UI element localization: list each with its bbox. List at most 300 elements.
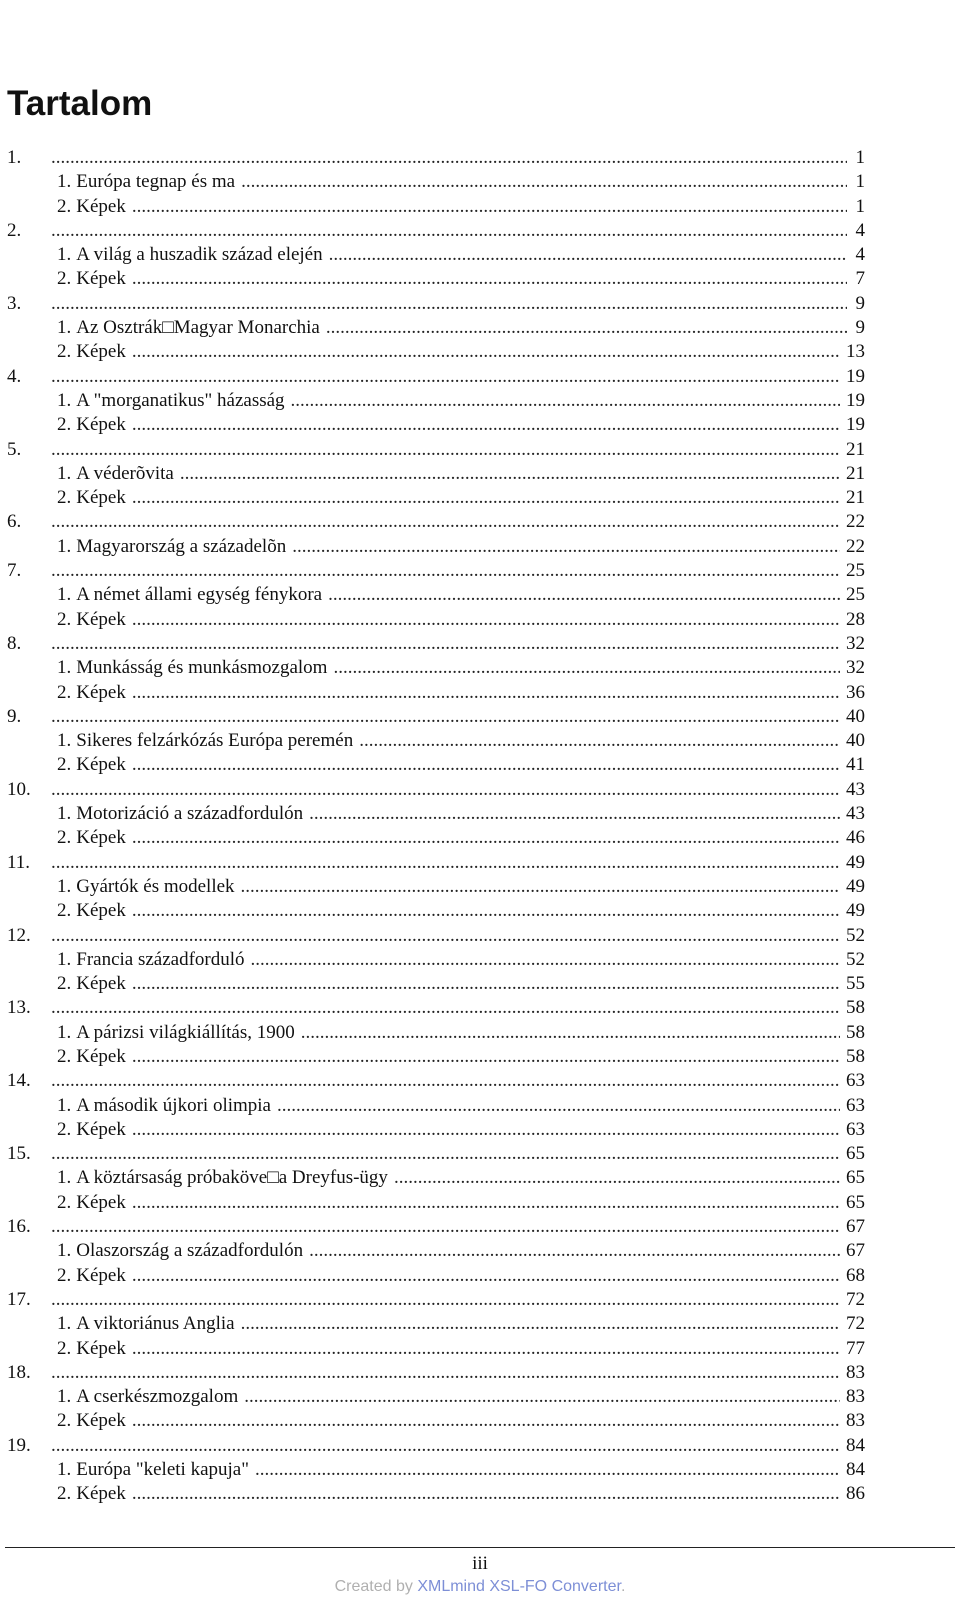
toc-entry-number: 6. bbox=[7, 511, 22, 533]
toc-page-number: 19 bbox=[846, 389, 865, 411]
toc-entry-title: A véderõvita bbox=[76, 462, 174, 484]
toc-entry-label bbox=[7, 219, 45, 243]
toc-page-number: 22 bbox=[846, 535, 865, 557]
toc-section-entry[interactable] bbox=[7, 802, 865, 826]
toc-chapter-entry[interactable] bbox=[7, 996, 865, 1020]
toc-entry-number: 2. bbox=[57, 754, 72, 776]
toc-entry-label bbox=[57, 972, 126, 996]
dot-leader bbox=[51, 1434, 840, 1458]
toc-entry-number: 13. bbox=[7, 997, 31, 1019]
dot-leader bbox=[132, 1337, 840, 1361]
toc-entry-number: 2. bbox=[57, 827, 72, 849]
toc-entry-title: A viktoriánus Anglia bbox=[76, 1313, 235, 1335]
toc-page-number: 4 bbox=[855, 219, 865, 241]
toc-page-number: 67 bbox=[846, 1216, 865, 1238]
toc-entry-number: 17. bbox=[7, 1288, 31, 1310]
toc-entry-number: 1. bbox=[57, 244, 72, 266]
toc-section-entry[interactable] bbox=[7, 316, 865, 340]
toc-entry-number: 1. bbox=[57, 1386, 72, 1408]
toc-entry-label bbox=[57, 1312, 235, 1336]
toc-entry-label bbox=[57, 195, 126, 219]
toc-entry-title: Magyarország a századelõn bbox=[76, 535, 287, 557]
toc-section-entry[interactable] bbox=[7, 462, 865, 486]
toc-entry-title: A világ a huszadik század elején bbox=[76, 244, 323, 266]
toc-page-number: 83 bbox=[846, 1410, 865, 1432]
toc-page-number: 40 bbox=[846, 730, 865, 752]
toc-page-number: 9 bbox=[855, 317, 865, 339]
toc-page-number: 7 bbox=[855, 268, 865, 290]
toc-chapter-entry[interactable] bbox=[7, 438, 865, 462]
dot-leader bbox=[326, 316, 847, 340]
toc-section-entry[interactable] bbox=[7, 1312, 865, 1336]
dot-leader bbox=[301, 1021, 840, 1045]
dot-leader bbox=[51, 1361, 840, 1385]
dot-leader bbox=[132, 1264, 840, 1288]
toc-section-entry[interactable] bbox=[7, 1094, 865, 1118]
credit-suffix: . bbox=[620, 1578, 626, 1595]
toc-entry-label bbox=[7, 632, 45, 656]
toc-page-number: 86 bbox=[846, 1483, 865, 1505]
toc-chapter-entry[interactable] bbox=[7, 632, 865, 656]
toc-entry-number: 2. bbox=[57, 1118, 72, 1140]
toc-page-number: 63 bbox=[846, 1118, 865, 1140]
toc-section-entry[interactable] bbox=[7, 826, 865, 850]
toc-entry-title: Képek bbox=[76, 1483, 126, 1505]
toc-entry-label bbox=[7, 778, 45, 802]
toc-entry-title: Képek bbox=[76, 973, 126, 995]
toc-entry-number: 2. bbox=[57, 1410, 72, 1432]
toc-entry-number: 2. bbox=[57, 195, 72, 217]
toc-page-number: 49 bbox=[846, 875, 865, 897]
toc-entry-label bbox=[57, 243, 323, 267]
toc-entry-title: Képek bbox=[76, 681, 126, 703]
toc-section-entry[interactable] bbox=[7, 243, 865, 267]
toc-entry-number: 2. bbox=[57, 1191, 72, 1213]
toc-entry-title: A második újkori olimpia bbox=[76, 1094, 271, 1116]
toc-entry-title: Képek bbox=[76, 900, 126, 922]
toc-entry-title: Képek bbox=[76, 1337, 126, 1359]
toc-section-entry[interactable] bbox=[7, 1458, 865, 1482]
toc-entry-label bbox=[57, 535, 286, 559]
dot-leader bbox=[132, 608, 840, 632]
toc-section-entry[interactable] bbox=[7, 1264, 865, 1288]
toc-entry-title: Képek bbox=[76, 1410, 126, 1432]
toc-entry-title: A német állami egység fénykora bbox=[76, 584, 323, 606]
dot-leader bbox=[51, 219, 847, 243]
toc-page-number: 21 bbox=[846, 487, 865, 509]
toc-section-entry[interactable] bbox=[7, 340, 865, 364]
toc-page-number: 83 bbox=[846, 1386, 865, 1408]
dot-leader bbox=[241, 1312, 840, 1336]
toc-entry-number: 5. bbox=[7, 438, 22, 460]
toc-entry-number: 1. bbox=[57, 1167, 72, 1189]
toc-page-number: 55 bbox=[846, 973, 865, 995]
toc-entry-number: 1. bbox=[57, 875, 72, 897]
dot-leader bbox=[251, 948, 840, 972]
toc-section-entry[interactable] bbox=[7, 1045, 865, 1069]
toc-section-entry[interactable] bbox=[7, 195, 865, 219]
page-title: Tartalom bbox=[7, 84, 153, 123]
toc-section-entry[interactable] bbox=[7, 656, 865, 680]
toc-section-entry[interactable] bbox=[7, 899, 865, 923]
toc-entry-number: 18. bbox=[7, 1361, 31, 1383]
dot-leader bbox=[51, 924, 840, 948]
toc-entry-number: 1. bbox=[57, 948, 72, 970]
dot-leader bbox=[51, 365, 840, 389]
toc-entry-label bbox=[57, 1385, 238, 1409]
toc-entry-title: Képek bbox=[76, 341, 126, 363]
dot-leader bbox=[51, 1215, 840, 1239]
credit-brand: XMLmind XSL-FO Converter bbox=[417, 1578, 621, 1595]
toc-chapter-entry[interactable] bbox=[7, 1069, 865, 1093]
toc-entry-label bbox=[57, 1021, 295, 1045]
toc-chapter-entry[interactable] bbox=[7, 705, 865, 729]
toc-entry-number: 1. bbox=[57, 657, 72, 679]
toc-entry-title: Gyártók és modellek bbox=[76, 875, 235, 897]
toc-page-number: 25 bbox=[846, 584, 865, 606]
toc-page-number: 63 bbox=[846, 1094, 865, 1116]
toc-section-entry[interactable] bbox=[7, 535, 865, 559]
dot-leader bbox=[132, 681, 840, 705]
toc-page-number: 36 bbox=[846, 681, 865, 703]
toc-section-entry[interactable] bbox=[7, 681, 865, 705]
toc-section-entry[interactable] bbox=[7, 753, 865, 777]
toc-entry-number: 2. bbox=[57, 900, 72, 922]
toc-entry-title: Képek bbox=[76, 268, 126, 290]
toc-section-entry[interactable] bbox=[7, 729, 865, 753]
toc-entry-number: 1. bbox=[57, 1021, 72, 1043]
toc-entry-label bbox=[57, 899, 126, 923]
dot-leader bbox=[277, 1094, 840, 1118]
toc-section-entry[interactable] bbox=[7, 1337, 865, 1361]
toc-page-number: 1 bbox=[855, 195, 865, 217]
credit-prefix: Created by bbox=[334, 1578, 418, 1595]
toc-entry-title: A párizsi világkiállítás, 1900 bbox=[76, 1021, 295, 1043]
toc-section-entry[interactable] bbox=[7, 267, 865, 291]
toc-page-number: 84 bbox=[846, 1459, 865, 1481]
toc-section-entry[interactable] bbox=[7, 1021, 865, 1045]
toc-entry-label bbox=[57, 1409, 126, 1433]
toc-entry-number: 1. bbox=[57, 535, 72, 557]
toc-section-entry[interactable] bbox=[7, 389, 865, 413]
toc-section-entry[interactable] bbox=[7, 1166, 865, 1190]
toc-entry-label bbox=[57, 1118, 126, 1142]
dot-leader bbox=[241, 170, 847, 194]
toc-entry-number: 19. bbox=[7, 1434, 31, 1456]
toc-entry-title: Képek bbox=[76, 827, 126, 849]
toc-entry-label bbox=[7, 851, 45, 875]
toc-entry-number: 1. bbox=[57, 1240, 72, 1262]
toc-entry-label bbox=[57, 948, 245, 972]
toc-entry-number: 1. bbox=[57, 1313, 72, 1335]
toc-entry-label bbox=[57, 486, 126, 510]
toc-section-entry[interactable] bbox=[7, 1482, 865, 1506]
toc-page-number: 43 bbox=[846, 803, 865, 825]
toc-entry-number: 2. bbox=[57, 487, 72, 509]
dot-leader bbox=[132, 413, 840, 437]
toc-entry-title: Képek bbox=[76, 608, 126, 630]
toc-chapter-entry[interactable] bbox=[7, 1361, 865, 1385]
toc-entry-label bbox=[57, 1337, 126, 1361]
toc-entry-number: 1. bbox=[57, 584, 72, 606]
toc-entry-label bbox=[7, 365, 45, 389]
dot-leader bbox=[132, 1191, 840, 1215]
dot-leader bbox=[132, 1118, 840, 1142]
toc-section-entry[interactable] bbox=[7, 875, 865, 899]
dot-leader bbox=[244, 1385, 840, 1409]
toc-entry-label bbox=[57, 413, 126, 437]
toc-entry-label bbox=[57, 1482, 126, 1506]
toc-page-number: 72 bbox=[846, 1313, 865, 1335]
dot-leader bbox=[180, 462, 840, 486]
toc-page-number: 19 bbox=[846, 414, 865, 436]
toc-entry-label bbox=[57, 340, 126, 364]
toc-entry-label bbox=[7, 438, 45, 462]
toc-entry-label bbox=[57, 316, 320, 340]
toc-entry-number: 2. bbox=[57, 414, 72, 436]
dot-leader bbox=[51, 510, 840, 534]
dot-leader bbox=[255, 1458, 840, 1482]
toc-entry-label bbox=[57, 1166, 388, 1190]
toc-page-number: 58 bbox=[846, 1045, 865, 1067]
toc-entry-label bbox=[7, 1288, 45, 1312]
toc-entry-label bbox=[7, 559, 45, 583]
toc-page-number: 32 bbox=[846, 632, 865, 654]
dot-leader bbox=[132, 899, 840, 923]
toc-page-number: 49 bbox=[846, 851, 865, 873]
footer-divider bbox=[5, 1547, 955, 1548]
toc-entry-label bbox=[57, 1264, 126, 1288]
toc-page-number: 40 bbox=[846, 705, 865, 727]
toc-entry-label bbox=[57, 1191, 126, 1215]
toc-entry-number: 1. bbox=[7, 147, 22, 168]
dot-leader bbox=[51, 438, 840, 462]
toc-chapter-entry[interactable] bbox=[7, 1434, 865, 1458]
toc-chapter-entry[interactable] bbox=[7, 1142, 865, 1166]
toc-entry-label bbox=[57, 802, 303, 826]
toc-section-entry[interactable] bbox=[7, 948, 865, 972]
toc-entry-label bbox=[7, 1361, 45, 1385]
toc-entry-title: Olaszország a századfordulón bbox=[76, 1240, 304, 1262]
toc-entry-title: Motorizáció a századfordulón bbox=[76, 803, 304, 825]
toc-page-number: 63 bbox=[846, 1070, 865, 1092]
dot-leader bbox=[241, 875, 840, 899]
toc-entry-label bbox=[7, 996, 45, 1020]
dot-leader bbox=[132, 340, 840, 364]
toc-section-entry[interactable] bbox=[7, 413, 865, 437]
toc-entry-number: 14. bbox=[7, 1070, 31, 1092]
toc-entry-title: Képek bbox=[76, 754, 126, 776]
toc-entry-title: Sikeres felzárkózás Európa peremén bbox=[76, 730, 354, 752]
toc-entry-title: A cserkészmozgalom bbox=[76, 1386, 239, 1408]
dot-leader bbox=[51, 1288, 840, 1312]
dot-leader bbox=[51, 996, 840, 1020]
dot-leader bbox=[132, 486, 840, 510]
dot-leader bbox=[51, 1142, 840, 1166]
toc-entry-label bbox=[57, 170, 235, 194]
toc-entry-number: 1. bbox=[57, 317, 72, 339]
dot-leader bbox=[132, 826, 840, 850]
toc-entry-label bbox=[57, 1045, 126, 1069]
toc-entry-label bbox=[57, 462, 174, 486]
toc-chapter-entry[interactable] bbox=[7, 365, 865, 389]
table-of-contents bbox=[7, 146, 865, 1507]
toc-entry-title: Képek bbox=[76, 1045, 126, 1067]
dot-leader bbox=[309, 1239, 840, 1263]
dot-leader bbox=[132, 195, 847, 219]
toc-entry-label bbox=[57, 1458, 249, 1482]
toc-entry-label bbox=[7, 924, 45, 948]
toc-entry-number: 7. bbox=[7, 560, 22, 582]
toc-entry-number: 15. bbox=[7, 1143, 31, 1165]
toc-page-number: 13 bbox=[846, 341, 865, 363]
toc-entry-label bbox=[57, 267, 126, 291]
toc-entry-label bbox=[7, 705, 45, 729]
toc-entry-number: 2. bbox=[57, 608, 72, 630]
dot-leader bbox=[51, 1069, 840, 1093]
dot-leader bbox=[132, 753, 840, 777]
dot-leader bbox=[51, 292, 847, 316]
toc-entry-title: Munkásság és munkásmozgalom bbox=[76, 657, 328, 679]
toc-entry-title: A "morganatikus" házasság bbox=[76, 389, 285, 411]
toc-page-number: 65 bbox=[846, 1167, 865, 1189]
toc-entry-number: 2. bbox=[57, 1045, 72, 1067]
toc-entry-title: Európa tegnap és ma bbox=[76, 171, 236, 193]
toc-entry-label bbox=[7, 1069, 45, 1093]
toc-entry-number: 2. bbox=[57, 268, 72, 290]
dot-leader bbox=[132, 972, 840, 996]
toc-entry-label bbox=[57, 1094, 271, 1118]
toc-chapter-entry[interactable] bbox=[7, 146, 865, 170]
toc-entry-label bbox=[57, 681, 126, 705]
toc-section-entry[interactable] bbox=[7, 1409, 865, 1433]
toc-entry-label bbox=[57, 1239, 303, 1263]
toc-section-entry[interactable] bbox=[7, 486, 865, 510]
toc-section-entry[interactable] bbox=[7, 1385, 865, 1409]
toc-entry-label bbox=[7, 1434, 45, 1458]
dot-leader bbox=[132, 1482, 840, 1506]
toc-entry-number: 12. bbox=[7, 924, 31, 946]
toc-entry-number: 2. bbox=[57, 341, 72, 363]
dot-leader bbox=[132, 1045, 840, 1069]
toc-entry-number: 1. bbox=[57, 1459, 72, 1481]
toc-page-number: 43 bbox=[846, 778, 865, 800]
toc-entry-number: 16. bbox=[7, 1216, 31, 1238]
toc-section-entry[interactable] bbox=[7, 1191, 865, 1215]
toc-page-number: 58 bbox=[846, 1021, 865, 1043]
dot-leader bbox=[51, 851, 840, 875]
toc-page-number: 9 bbox=[855, 292, 865, 314]
dot-leader bbox=[51, 778, 840, 802]
toc-page-number: 65 bbox=[846, 1191, 865, 1213]
toc-page-number: 58 bbox=[846, 997, 865, 1019]
toc-entry-label bbox=[57, 583, 322, 607]
toc-section-entry[interactable] bbox=[7, 170, 865, 194]
toc-chapter-entry[interactable] bbox=[7, 851, 865, 875]
toc-chapter-entry[interactable] bbox=[7, 219, 865, 243]
toc-page-number: 22 bbox=[846, 511, 865, 533]
toc-entry-label bbox=[57, 608, 126, 632]
toc-entry-title: Képek bbox=[76, 1264, 126, 1286]
toc-entry-number: 1. bbox=[57, 389, 72, 411]
toc-entry-number: 8. bbox=[7, 632, 22, 654]
toc-entry-label bbox=[57, 826, 126, 850]
toc-page-number: 49 bbox=[846, 900, 865, 922]
toc-page-number: 25 bbox=[846, 560, 865, 582]
toc-entry-number: 2. bbox=[57, 1483, 72, 1505]
dot-leader bbox=[394, 1166, 840, 1190]
toc-page-number: 46 bbox=[846, 827, 865, 849]
toc-entry-title: Európa "keleti kapuja" bbox=[76, 1459, 249, 1481]
toc-entry-label bbox=[57, 389, 285, 413]
toc-entry-title: Képek bbox=[76, 195, 126, 217]
toc-chapter-entry[interactable] bbox=[7, 1288, 865, 1312]
toc-page-number: 52 bbox=[846, 948, 865, 970]
dot-leader bbox=[291, 389, 840, 413]
toc-entry-number: 2. bbox=[7, 219, 22, 241]
toc-page-number: 72 bbox=[846, 1288, 865, 1310]
toc-page-number: 77 bbox=[846, 1337, 865, 1359]
toc-page-number: 68 bbox=[846, 1264, 865, 1286]
toc-entry-label bbox=[57, 656, 327, 680]
toc-entry-title: Képek bbox=[76, 414, 126, 436]
toc-section-entry[interactable] bbox=[7, 583, 865, 607]
toc-page-number: 21 bbox=[846, 462, 865, 484]
toc-entry-title: Francia századforduló bbox=[76, 948, 245, 970]
dot-leader bbox=[309, 802, 840, 826]
toc-chapter-entry[interactable] bbox=[7, 778, 865, 802]
toc-page-number: 19 bbox=[846, 365, 865, 387]
toc-page-number: 32 bbox=[846, 657, 865, 679]
toc-section-entry[interactable] bbox=[7, 1118, 865, 1142]
dot-leader bbox=[329, 243, 847, 267]
toc-entry-title: A köztársaság próbaköve□a Dreyfus-ügy bbox=[76, 1167, 388, 1189]
toc-entry-label bbox=[7, 292, 45, 316]
toc-page-number: 28 bbox=[846, 608, 865, 630]
toc-section-entry[interactable] bbox=[7, 972, 865, 996]
toc-entry-label bbox=[7, 1142, 45, 1166]
dot-leader bbox=[292, 535, 840, 559]
toc-section-entry[interactable] bbox=[7, 608, 865, 632]
toc-chapter-entry[interactable] bbox=[7, 924, 865, 948]
toc-entry-title: Képek bbox=[76, 1191, 126, 1213]
dot-leader bbox=[51, 146, 847, 170]
dot-leader bbox=[333, 656, 840, 680]
toc-page-number: 67 bbox=[846, 1240, 865, 1262]
toc-entry-number: 11. bbox=[7, 851, 31, 873]
toc-entry-title: Képek bbox=[76, 1118, 126, 1140]
footer-credit bbox=[0, 1578, 960, 1596]
toc-chapter-entry[interactable] bbox=[7, 1215, 865, 1239]
toc-page-number: 21 bbox=[846, 438, 865, 460]
dot-leader bbox=[132, 267, 847, 291]
toc-chapter-entry[interactable] bbox=[7, 510, 865, 534]
toc-page-number: 84 bbox=[846, 1434, 865, 1456]
toc-section-entry[interactable] bbox=[7, 1239, 865, 1263]
toc-entry-number: 1. bbox=[57, 730, 72, 752]
toc-page-number: 83 bbox=[846, 1361, 865, 1383]
toc-entry-number: 2. bbox=[57, 1264, 72, 1286]
toc-page-number: 52 bbox=[846, 924, 865, 946]
toc-entry-number: 1. bbox=[57, 1094, 72, 1116]
toc-entry-title: Az Osztrák□Magyar Monarchia bbox=[76, 317, 320, 339]
toc-entry-label bbox=[57, 875, 235, 899]
toc-entry-number: 2. bbox=[57, 681, 72, 703]
toc-chapter-entry[interactable] bbox=[7, 559, 865, 583]
toc-chapter-entry[interactable] bbox=[7, 292, 865, 316]
dot-leader bbox=[51, 705, 840, 729]
toc-page-number: 4 bbox=[855, 244, 865, 266]
